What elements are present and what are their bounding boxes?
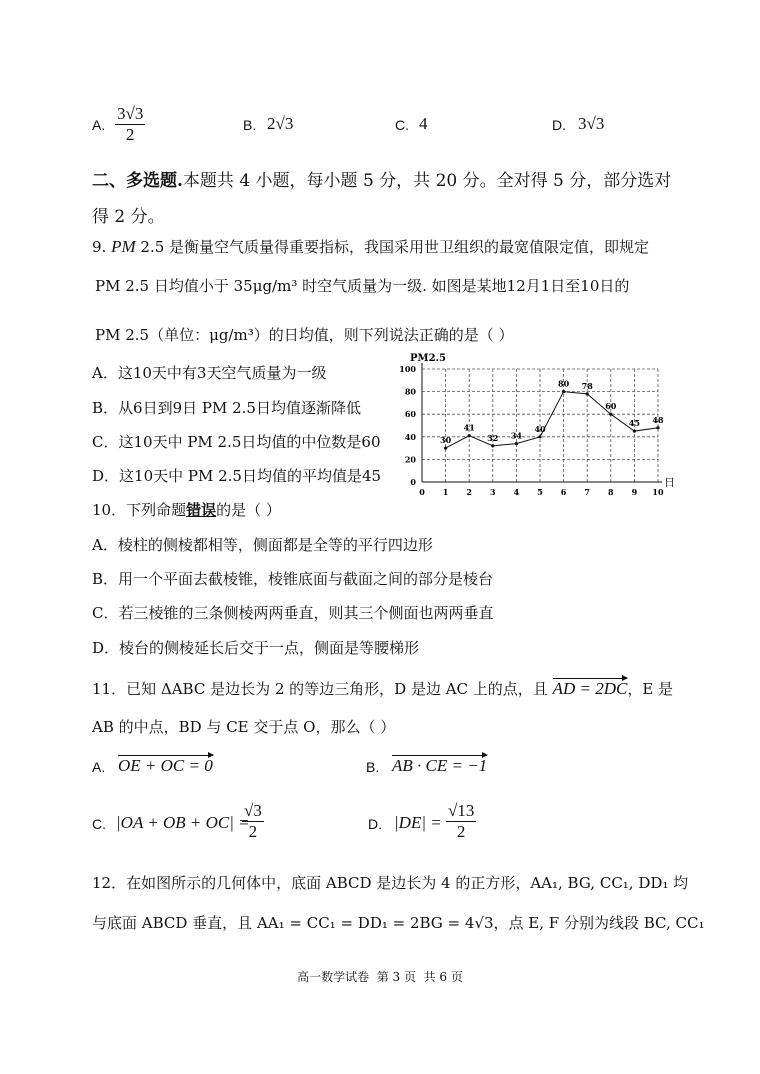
q11-option-c-fraction bbox=[242, 801, 264, 842]
q11-line1-end: ，E 是 bbox=[627, 680, 674, 698]
data-point bbox=[515, 442, 518, 445]
series-line bbox=[446, 392, 658, 449]
q10-option-a: A．棱柱的侧棱都相等，侧面都是全等的平行四边形 bbox=[92, 536, 433, 554]
x-tick-label: 3 bbox=[490, 487, 496, 497]
data-label: 80 bbox=[558, 378, 570, 389]
q8-option-c-value: 4 bbox=[419, 114, 428, 133]
page-footer: 高一数学试卷 第 3 页 共 6 页 bbox=[297, 970, 463, 984]
q9-line1-text: 2.5 是衡量空气质量得重要指标，我国采用世卫组织的最宽值限定值，即规定 bbox=[135, 238, 650, 256]
q9-line1 bbox=[92, 236, 649, 257]
q8-option-d-label: D. bbox=[552, 117, 566, 133]
x-tick-label: 5 bbox=[537, 487, 543, 497]
x-tick-label: 9 bbox=[631, 487, 638, 497]
q10-stem-a: 10．下列命题 bbox=[92, 501, 187, 519]
q9-line2: PM 2.5 日均值小于 35μg/m³ 时空气质量为一级. 如图是某地12月1日至10日的 bbox=[95, 277, 630, 295]
x-tick-label: 7 bbox=[584, 487, 590, 497]
q11-vector-equation: AD = 2DC bbox=[552, 679, 628, 698]
q9-line3: PM 2.5（单位：μg/m³）的日均值，则下列说法正确的是（ ） bbox=[95, 326, 514, 344]
q11-option-d-label: D. bbox=[368, 816, 382, 832]
section2-line1 bbox=[92, 166, 671, 191]
q11-option-c-numerator: √3 bbox=[244, 801, 262, 820]
data-point bbox=[538, 435, 541, 438]
q11-option-a-expr: OE + OC = 0 bbox=[118, 756, 213, 775]
q11-option-c-lhs: |OA + OB + OC| = bbox=[116, 813, 250, 832]
q10-stem-emphasis: 错误 bbox=[186, 501, 217, 519]
q11-option-b-expr: AB · CE = −1 bbox=[392, 756, 488, 775]
x-tick-label: 1 bbox=[442, 487, 449, 497]
data-label: 30 bbox=[440, 435, 452, 446]
section2-text-2: 得 2 分。 bbox=[92, 207, 165, 227]
data-label: 45 bbox=[628, 418, 640, 429]
q11-option-a-label: A. bbox=[92, 759, 106, 775]
data-label: 32 bbox=[487, 432, 499, 443]
q9-option-a: A．这10天中有3天空气质量为一级 bbox=[92, 364, 327, 382]
q11-option-b bbox=[392, 756, 487, 776]
q11-option-d-lhs: |DE| = bbox=[394, 813, 442, 832]
data-label: 60 bbox=[605, 401, 617, 412]
x-tick-label: 8 bbox=[608, 487, 614, 497]
q10-option-d: D．棱台的侧棱延长后交于一点，侧面是等腰梯形 bbox=[92, 639, 420, 657]
q11-line1 bbox=[92, 678, 673, 699]
y-tick-label: 80 bbox=[404, 386, 416, 397]
q11-option-d-fraction bbox=[446, 801, 476, 842]
q8-option-b-label: B. bbox=[243, 117, 257, 133]
x-tick-label: 6 bbox=[560, 487, 567, 497]
data-point bbox=[468, 434, 471, 437]
x-tick-label: 4 bbox=[513, 487, 520, 497]
q11-option-d-denominator: 2 bbox=[456, 822, 466, 841]
q8-option-a-fraction bbox=[115, 104, 145, 145]
q8-option-d-value: 3√3 bbox=[578, 114, 605, 133]
chart-x-label: 日 bbox=[664, 476, 675, 489]
q10-stem-b: 的是（ ） bbox=[216, 501, 281, 519]
q8-option-b-value: 2√3 bbox=[267, 114, 294, 133]
q11-line2: AB 的中点，BD 与 CE 交于点 O，那么（ ） bbox=[92, 718, 396, 736]
q12-line1: 12．在如图所示的几何体中，底面 ABCD 是边长为 4 的正方形，AA₁, BG, CC₁, DD₁ 均 bbox=[92, 874, 689, 892]
data-point bbox=[609, 413, 612, 416]
q9-option-c: C．这10天中 PM 2.5日均值的中位数是60 bbox=[92, 433, 381, 451]
q9-pm-symbol: PM bbox=[111, 237, 136, 256]
data-point bbox=[491, 444, 494, 447]
data-point bbox=[586, 392, 589, 395]
section2-heading: 二、多选题. bbox=[92, 171, 183, 191]
q9-number: 9. bbox=[92, 238, 112, 256]
data-point bbox=[444, 447, 447, 450]
q10-option-b: B．用一个平面去截棱锥，棱锥底面与截面之间的部分是棱台 bbox=[92, 570, 494, 588]
y-tick-label: 20 bbox=[404, 454, 416, 465]
q10-option-c: C．若三棱锥的三条侧棱两两垂直，则其三个侧面也两两垂直 bbox=[92, 604, 494, 622]
q11-option-c-label: C. bbox=[92, 816, 106, 832]
x-tick-label: 0 bbox=[419, 487, 425, 497]
q11-option-a bbox=[118, 756, 213, 776]
q11-option-c-denominator: 2 bbox=[248, 822, 258, 841]
data-label: 48 bbox=[652, 414, 664, 425]
y-tick-label: 40 bbox=[404, 431, 416, 442]
y-tick-label: 0 bbox=[410, 477, 416, 487]
data-point bbox=[656, 426, 659, 429]
data-label: 41 bbox=[463, 422, 475, 433]
data-label: 34 bbox=[510, 430, 522, 441]
section2-text-1: 本题共 4 小题，每小题 5 分，共 20 分。全对得 5 分，部分选对 bbox=[182, 171, 672, 191]
q9-option-b: B．从6日到9日 PM 2.5日均值逐渐降低 bbox=[92, 399, 361, 417]
data-label: 40 bbox=[534, 423, 546, 434]
data-point bbox=[562, 390, 565, 393]
q11-option-d-numerator: √13 bbox=[448, 801, 475, 820]
q9-option-d: D．这10天中 PM 2.5日均值的平均值是45 bbox=[92, 467, 382, 485]
x-tick-label: 2 bbox=[466, 487, 472, 497]
x-tick-label: 10 bbox=[652, 487, 664, 497]
chart-title: PM2.5 bbox=[410, 353, 446, 364]
q8-option-a-numerator: 3√3 bbox=[117, 104, 144, 123]
y-tick-label: 60 bbox=[404, 409, 416, 420]
data-label: 78 bbox=[581, 380, 593, 391]
q8-option-a-label: A. bbox=[92, 117, 106, 133]
data-point bbox=[633, 430, 636, 433]
q11-option-b-label: B. bbox=[366, 759, 380, 775]
y-tick-label: 100 bbox=[399, 364, 416, 374]
pm25-line-chart bbox=[380, 345, 680, 505]
q10-stem bbox=[92, 499, 281, 520]
q8-option-c-label: C. bbox=[395, 117, 409, 133]
q11-line1-text: 11．已知 ΔABC 是边长为 2 的等边三角形，D 是边 AC 上的点，且 bbox=[92, 680, 548, 698]
q8-option-a-denominator: 2 bbox=[125, 125, 135, 144]
q12-line2: 与底面 ABCD 垂直，且 AA₁ = CC₁ = DD₁ = 2BG = 4√3，点 E, F 分别为线段 BC, CC₁ bbox=[92, 914, 705, 932]
